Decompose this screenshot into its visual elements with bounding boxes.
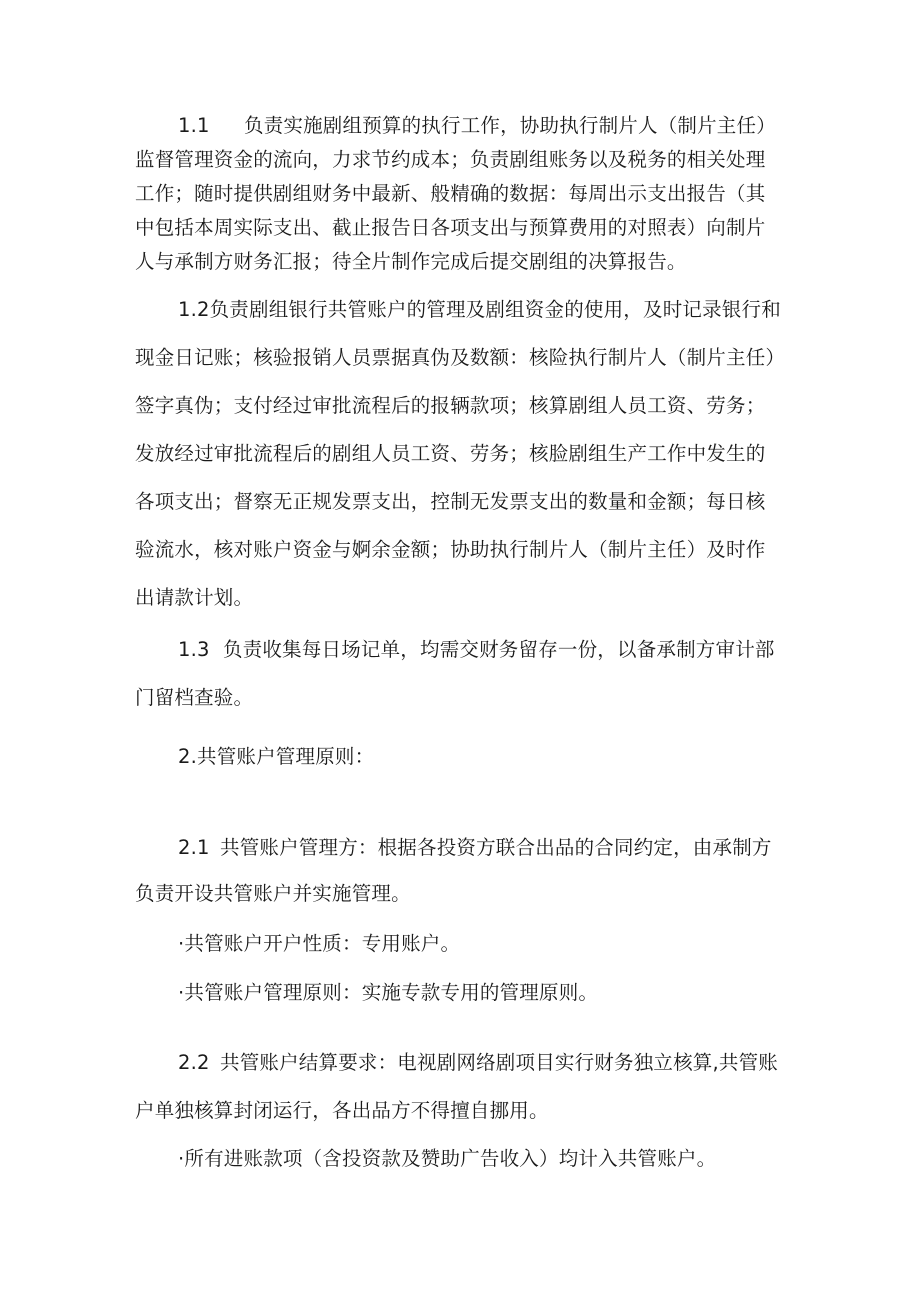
paragraph-line: 工作；随时提供剧组财务中最新、般精确的数据：每周出示支出报告（其 bbox=[135, 182, 766, 205]
section-number: 2.2 bbox=[178, 1051, 210, 1074]
section-2-2-line-1 bbox=[178, 1050, 778, 1076]
section-1-1-line-1 bbox=[178, 113, 776, 139]
section-number: 1.3 bbox=[178, 638, 210, 661]
paragraph-line: 各项支出；督察无正规发票支出，控制无发票支出的数量和金额；每日核 bbox=[135, 490, 766, 513]
paragraph-line: 负责开设共管账户并实施管理。 bbox=[135, 882, 411, 905]
paragraph-text: 负责实施剧组预算的执行工作，协助执行制片人（制片主任） bbox=[244, 114, 776, 137]
bullet-item: ·共管账户管理原则：实施专款专用的管理原则。 bbox=[178, 981, 599, 1004]
paragraph-line: 门留档查验。 bbox=[135, 686, 254, 709]
section-2-1-line-1 bbox=[178, 835, 772, 861]
paragraph-line: 签字真伪；支付经过审批流程后的报辆款项；核算剧组人员工资、劳务； bbox=[135, 394, 766, 417]
paragraph-line: 监督管理资金的流向，力求节约成本；负责剧组账务以及税务的相关处理 bbox=[135, 148, 766, 171]
section-1-3-line-1 bbox=[178, 637, 775, 663]
paragraph-line: 发放经过审批流程后的剧组人员工资、劳务；核脸剧组生产工作中发生的 bbox=[135, 442, 766, 465]
paragraph-line: 现金日记账；核验报销人员票据真伪及数额：核险执行制片人（制片主任） bbox=[135, 346, 786, 369]
paragraph-text: 共管账户管理方：根据各投资方联合出品的合同约定，由承制方 bbox=[220, 836, 772, 859]
paragraph-line: 验流水，核对账户资金与婀余金额；协助执行制片人（制片主任）及时作 bbox=[135, 538, 766, 561]
paragraph-line: 出请款计划。 bbox=[135, 586, 254, 609]
paragraph-line: 1.2负责剧组银行共管账户的管理及剧组资金的使用，及时记录银行和 bbox=[178, 298, 781, 321]
paragraph-text: 负责收集每日场记单，均需交财务留存一份，以备承制方审计部 bbox=[223, 638, 775, 661]
paragraph-line: 户单独核算封闭运行，各出品方不得擅自挪用。 bbox=[135, 1099, 549, 1122]
paragraph-text: 共管账户结算要求：电视剧网络剧项目实行财务独立核算,共管账 bbox=[220, 1051, 778, 1074]
section-number: 2.1 bbox=[178, 836, 210, 859]
section-number: 1.1 bbox=[178, 114, 210, 137]
paragraph-line: 中包括本周实际支出、截止报告日各项支出与预算费用的对照表）向制片 bbox=[135, 216, 766, 239]
section-2-heading: 2.共管账户管理原则： bbox=[178, 745, 375, 768]
bullet-item: ·共管账户开户性质：专用账户。 bbox=[178, 932, 461, 955]
bullet-item: ·所有进账款项（含投资款及赞助广告收入）均计入共管账户。 bbox=[178, 1147, 717, 1170]
paragraph-line: 人与承制方财务汇报；待全片制作完成后提交剧组的决算报告。 bbox=[135, 250, 687, 273]
